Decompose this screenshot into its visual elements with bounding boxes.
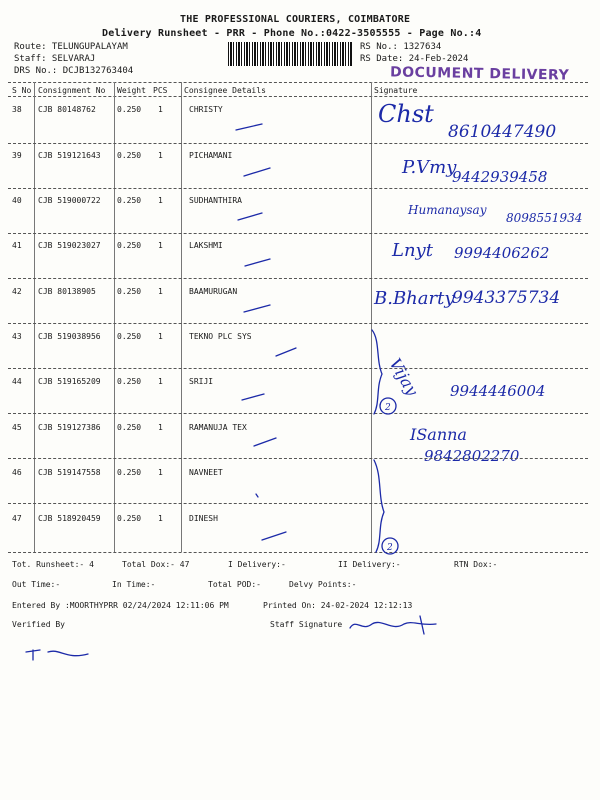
row-consignment: CJB 518920459: [38, 514, 101, 523]
verified-signature: [26, 650, 88, 660]
row-consignment: CJB 519147558: [38, 468, 101, 477]
rs-number: RS No.: 1327634: [360, 42, 442, 52]
row-phone: 9842802270: [424, 447, 520, 465]
row-consignee: PICHAMANI: [189, 151, 233, 160]
row-consignment: CJB 519165209: [38, 377, 101, 386]
row-weight: 0.250: [117, 468, 142, 477]
row-signature: Vijay: [385, 355, 422, 400]
tick-mark: [262, 532, 286, 540]
row-sno: 47: [12, 514, 22, 523]
tick-mark: [236, 124, 262, 130]
row-consignee: LAKSHMI: [189, 241, 223, 250]
row-weight: 0.250: [117, 332, 142, 341]
tick-mark: [276, 348, 296, 356]
row-weight: 0.250: [117, 241, 142, 250]
col-header-consignment: Consignment No: [38, 86, 106, 95]
row-signature: Lnyt: [392, 240, 433, 261]
row-signature: Humanaysay: [408, 203, 487, 217]
row-weight: 0.250: [117, 423, 142, 432]
row-weight: 0.250: [117, 151, 142, 160]
row-consignment: CJB 519000722: [38, 196, 101, 205]
row-sno: 44: [12, 377, 22, 386]
rs-date: RS Date: 24-Feb-2024: [360, 54, 469, 64]
brace-mark: [374, 460, 384, 552]
row-consignment: CJB 519127386: [38, 423, 101, 432]
row-phone: 9994406262: [454, 244, 550, 262]
row-phone: 9944446004: [450, 382, 546, 400]
row-weight: 0.250: [117, 287, 142, 296]
row-sno: 43: [12, 332, 22, 341]
row-sno: 40: [12, 196, 22, 205]
staff-signature-mark: [350, 616, 436, 634]
rtn-dox: RTN Dox:-: [454, 560, 498, 569]
row-sno: 39: [12, 151, 22, 160]
verified-by: Verified By: [12, 620, 65, 629]
row-sno: 41: [12, 241, 22, 250]
brace-mark: [372, 330, 382, 414]
row-weight: 0.250: [117, 196, 142, 205]
row-consignee: CHRISTY: [189, 105, 223, 114]
row-phone: 9442939458: [452, 168, 548, 186]
row-sno: 38: [12, 105, 22, 114]
tick-mark: [244, 168, 270, 176]
row-phone: 8610447490: [448, 122, 557, 142]
row-phone: 8098551934: [506, 211, 583, 225]
row-consignment: CJB 80148762: [38, 105, 96, 114]
in-time: In Time:-: [112, 580, 156, 589]
tick-mark: [238, 213, 262, 220]
row-pcs: 1: [158, 105, 163, 114]
row-consignee: RAMANUJA TEX: [189, 423, 247, 432]
row-pcs: 1: [158, 468, 163, 477]
printed-on: Printed On: 24-02-2024 12:12:13: [263, 601, 413, 610]
col-header-weight: Weight: [117, 86, 146, 95]
row-consignment: CJB 80138905: [38, 287, 96, 296]
col-header-consignee: Consignee Details: [184, 86, 266, 95]
row-consignee: BAAMURUGAN: [189, 287, 238, 296]
runsheet-subtitle: Delivery Runsheet - PRR - Phone No.:0422-3505555 - Page No.:4: [102, 28, 482, 39]
row-consignee: SUDHANTHIRA: [189, 196, 242, 205]
total-dox: Total Dox:- 47: [122, 560, 190, 569]
row-weight: 0.250: [117, 377, 142, 386]
row-pcs: 1: [158, 196, 163, 205]
row-consignee: SRIJI: [189, 377, 214, 386]
row-consignee: TEKNO PLC SYS: [189, 332, 252, 341]
tick-mark: [254, 438, 276, 446]
col-header-sno: S No: [12, 86, 32, 95]
delvy-points: Delvy Points:-: [289, 580, 357, 589]
route-label: Route: TELUNGUPALAYAM: [14, 42, 128, 52]
tick-mark: [256, 494, 258, 497]
row-signature: ISanna: [410, 425, 467, 444]
row-signature: B.Bharty: [374, 288, 455, 309]
row-consignee: DINESH: [189, 514, 218, 523]
row-pcs: 1: [158, 151, 163, 160]
staff-label: Staff: SELVARAJ: [14, 54, 96, 64]
row-pcs: 1: [158, 514, 163, 523]
row-signature: P.Vmy: [402, 157, 457, 178]
i-delivery: I Delivery:-: [228, 560, 286, 569]
staff-signature-label: Staff Signature: [270, 620, 343, 629]
row-pcs: 1: [158, 332, 163, 341]
company-name: THE PROFESSIONAL COURIERS, COIMBATORE: [180, 14, 411, 25]
row-consignee: NAVNEET: [189, 468, 223, 477]
out-time: Out Time:-: [12, 580, 61, 589]
row-consignment: CJB 519121643: [38, 151, 101, 160]
row-signature: Chst: [378, 100, 434, 128]
row-consignment: CJB 519038956: [38, 332, 101, 341]
row-pcs: 1: [158, 287, 163, 296]
row-weight: 0.250: [117, 105, 142, 114]
col-header-pcs: PCS: [153, 86, 168, 95]
brace-count: 2: [385, 403, 391, 413]
row-pcs: 1: [158, 377, 163, 386]
row-pcs: 1: [158, 241, 163, 250]
row-phone: 9943375734: [452, 288, 561, 308]
tot-runsheet: Tot. Runsheet:- 4: [12, 560, 94, 569]
row-consignment: CJB 519023027: [38, 241, 101, 250]
tick-mark: [245, 259, 270, 266]
document-delivery-stamp: DOCUMENT DELIVERY: [389, 64, 570, 84]
row-sno: 45: [12, 423, 22, 432]
row-sno: 46: [12, 468, 22, 477]
tick-mark: [244, 305, 270, 312]
row-weight: 0.250: [117, 514, 142, 523]
row-pcs: 1: [158, 423, 163, 432]
tick-mark: [242, 394, 264, 400]
entered-by: Entered By :MOORTHYPRR 02/24/2024 12:11:06 PM: [12, 601, 229, 610]
brace-count: 2: [387, 543, 393, 553]
total-pod: Total POD:-: [208, 580, 261, 589]
ii-delivery: II Delivery:-: [338, 560, 401, 569]
row-sno: 42: [12, 287, 22, 296]
col-header-signature: Signature: [374, 86, 418, 95]
drs-number: DRS No.: DCJB132763404: [14, 66, 134, 76]
